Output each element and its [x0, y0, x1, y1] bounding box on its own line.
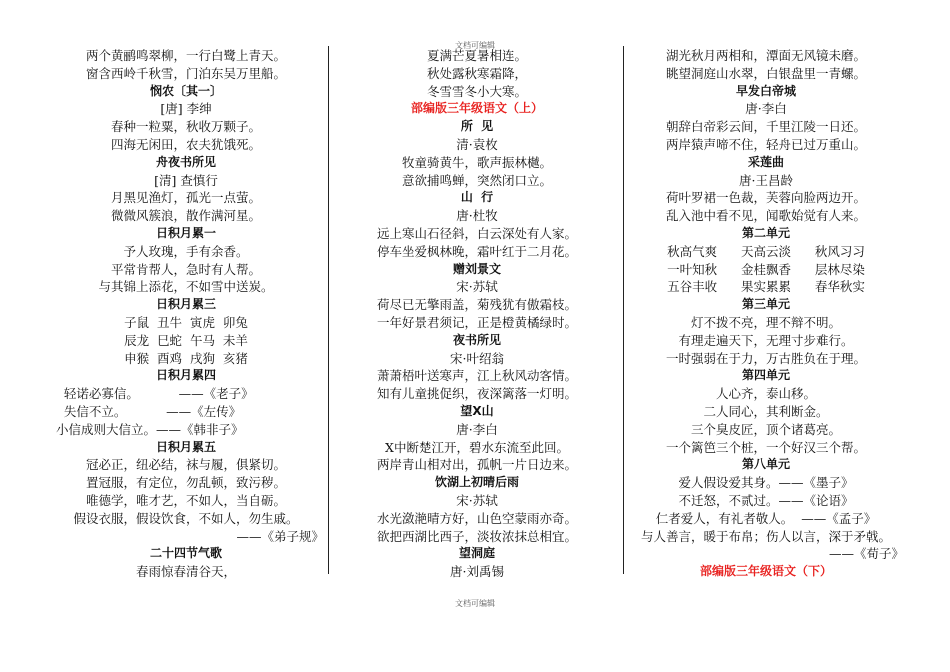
text-line: 小信成则大信立。——《韩非子》 [48, 421, 244, 437]
text-line: 三个臭皮匠，顶个诸葛亮。 [690, 421, 841, 437]
section-title: 第四单元 [741, 368, 790, 383]
text-line: 远上寒山石径斜，白云深处有人家。 [376, 225, 577, 241]
section-title: 夜书所见 [452, 332, 501, 347]
text-line: 冬雪雪冬小大寒。 [426, 83, 527, 99]
text-line: 宋·叶绍翁 [450, 350, 504, 366]
text-line: 一年好景君须记，正是橙黄橘绿时。 [376, 314, 577, 330]
column-right [628, 47, 904, 581]
text-line: 宋·苏轼 [456, 279, 498, 295]
text-line: 轻诺必寡信。 ——《老子》 [48, 386, 254, 402]
text-line: 清·袁枚 [456, 136, 498, 152]
section-title: 日积月累三 [155, 297, 216, 312]
text-line: 失信不立。 ——《左传》 [48, 403, 242, 419]
section-title: 第二单元 [741, 225, 790, 240]
text-line: 有理走遍天下，无理寸步难行。 [678, 332, 854, 348]
section-title: 日积月累四 [155, 368, 216, 383]
text-line: 仁者爱人，有礼者敬人。 ——《孟子》 [655, 510, 877, 526]
text-line: X中断楚江开，碧水东流至此回。 [385, 439, 569, 455]
text-line: 一时强弱在于力，万古胜负在于理。 [665, 350, 866, 366]
text-line: 春雨惊春清谷天， [135, 564, 236, 580]
text-line: 知有儿童挑促织，夜深篱落一灯明。 [376, 386, 577, 402]
section-title: 日积月累一 [155, 225, 216, 240]
text-line: 四海无闲田，农夫犹饿死。 [110, 136, 261, 152]
section-title: 所 见 [460, 119, 494, 134]
section-title: 第三单元 [741, 297, 790, 312]
text-line: 荷叶罗裙一色裁，芙蓉向脸两边开。 [665, 190, 866, 206]
text-line: 朝辞白帝彩云间，千里江陵一日还。 [665, 119, 866, 135]
text-line: 二人同心，其利断金。 [703, 403, 829, 419]
text-line: [清] 查慎行 [154, 172, 218, 188]
section-title: 早发白帝城 [735, 83, 796, 98]
section-title: 舟夜书所见 [155, 154, 216, 169]
column-left [48, 47, 324, 581]
text-line: 冠必正，纽必结，袜与履，俱紧切。 [85, 457, 286, 473]
text-line: 两岸猿声啼不住，轻舟已过万重山。 [665, 136, 866, 152]
section-title: 望洞庭 [458, 546, 495, 561]
attribution-line: ——《荀子》 [828, 546, 904, 562]
chapter-heading: 部编版三年级语文（下） [699, 564, 832, 579]
text-line: 两个黄鹂鸣翠柳，一行白鹭上青天。 [85, 48, 286, 63]
text-line: 停车坐爱枫林晚，霜叶红于二月花。 [376, 243, 577, 259]
section-title: 采莲曲 [747, 154, 784, 169]
text-line: 唐·刘禹锡 [450, 564, 504, 580]
section-title: 第八单元 [741, 457, 790, 472]
text-line: 窗含西岭千秋雪，门泊东吴万里船。 [85, 65, 286, 81]
text-line: 不迁怒，不贰过。——《论语》 [678, 492, 854, 508]
text-line: 唐·李白 [456, 421, 498, 437]
section-title: 二十四节气歌 [149, 546, 222, 561]
attribution-line: ——《弟子规》 [236, 528, 324, 544]
text-line: 宋·苏轼 [456, 492, 498, 508]
text-line: 月黑见渔灯，孤光一点萤。 [110, 190, 261, 206]
section-title: 悯农〔其一〕 [149, 83, 222, 98]
text-line: 唐·杜牧 [456, 208, 498, 224]
text-line: 爱人假设爱其身。——《墨子》 [678, 475, 854, 491]
text-line: 辰龙 巳蛇 午马 未羊 [124, 332, 248, 348]
text-line: 假设衣服，假设饮食，不如人，勿生戚。 [73, 510, 299, 526]
text-line: 夏满芒夏暑相连。 [426, 48, 527, 63]
text-line: 置冠服，有定位，勿乱顿，致污秽。 [85, 475, 286, 491]
text-line: 人心齐，泰山移。 [715, 386, 816, 402]
page-footer: 文档可编辑 [455, 599, 495, 608]
text-line: 一叶知秋 金桂飘香 层林尽染 [667, 261, 865, 277]
text-line: 平常肯帮人，急时有人帮。 [110, 261, 261, 277]
text-line: 湖光秋月两相和，潭面无风镜未磨。 [665, 48, 866, 63]
text-line: 予人玫瑰，手有余香。 [123, 243, 249, 259]
text-line: 欲把西湖比西子，淡妆浓抹总相宜。 [376, 528, 577, 544]
section-title: 赠刘景文 [452, 261, 501, 276]
text-line: 两岸青山相对出，孤帆一片日边来。 [376, 457, 577, 473]
text-line: 秋高气爽 天高云淡 秋风习习 [667, 243, 865, 259]
section-title: 饮湖上初晴后雨 [434, 475, 519, 490]
column-divider [328, 46, 329, 574]
text-line: 与人善言，暖于布帛；伤人以言，深于矛戟。 [640, 528, 891, 544]
text-line: 申猴 酉鸡 戌狗 亥猪 [124, 350, 248, 366]
text-line: 唐·李白 [745, 101, 787, 117]
text-line: 唯德学，唯才艺，不如人，当自砺。 [85, 492, 286, 508]
section-title: 山 行 [460, 190, 494, 205]
text-line: 子鼠 丑牛 寅虎 卯兔 [124, 314, 248, 330]
text-line: 秋处露秋寒霜降， [426, 65, 527, 81]
text-line: 与其锦上添花，不如雪中送炭。 [98, 279, 274, 295]
text-line: 萧萧梧叶送寒声，江上秋风动客情。 [376, 368, 577, 384]
text-line: 眺望洞庭山水翠，白银盘里一青螺。 [665, 65, 866, 81]
column-divider [623, 46, 624, 574]
text-line: 荷尽已无擎雨盖，菊残犹有傲霜枝。 [376, 297, 577, 313]
section-title: 日积月累五 [155, 439, 216, 454]
text-line: 微微风簇浪，散作满河星。 [110, 208, 261, 224]
chapter-heading: 部编版三年级语文（上） [410, 101, 543, 116]
text-line: 春种一粒粟，秋收万颗子。 [110, 119, 261, 135]
text-line: 意欲捕鸣蝉，突然闭口立。 [401, 172, 552, 188]
section-title: 望X山 [460, 403, 494, 418]
text-line: [唐] 李绅 [160, 101, 212, 117]
text-line: 一个篱笆三个桩，一个好汉三个帮。 [665, 439, 866, 455]
text-line: 唐·王昌龄 [739, 172, 793, 188]
page-header: 文档可编辑 [455, 41, 495, 50]
text-line: 乱入池中看不见，闻歌始觉有人来。 [665, 208, 866, 224]
text-line: 五谷丰收 果实累累 春华秋实 [667, 279, 865, 295]
text-line: 牧童骑黄牛，歌声振林樾。 [401, 154, 552, 170]
column-middle [334, 47, 620, 581]
text-line: 水光潋滟晴方好，山色空蒙雨亦奇。 [376, 510, 577, 526]
text-line: 灯不拨不亮，理不辩不明。 [690, 314, 841, 330]
